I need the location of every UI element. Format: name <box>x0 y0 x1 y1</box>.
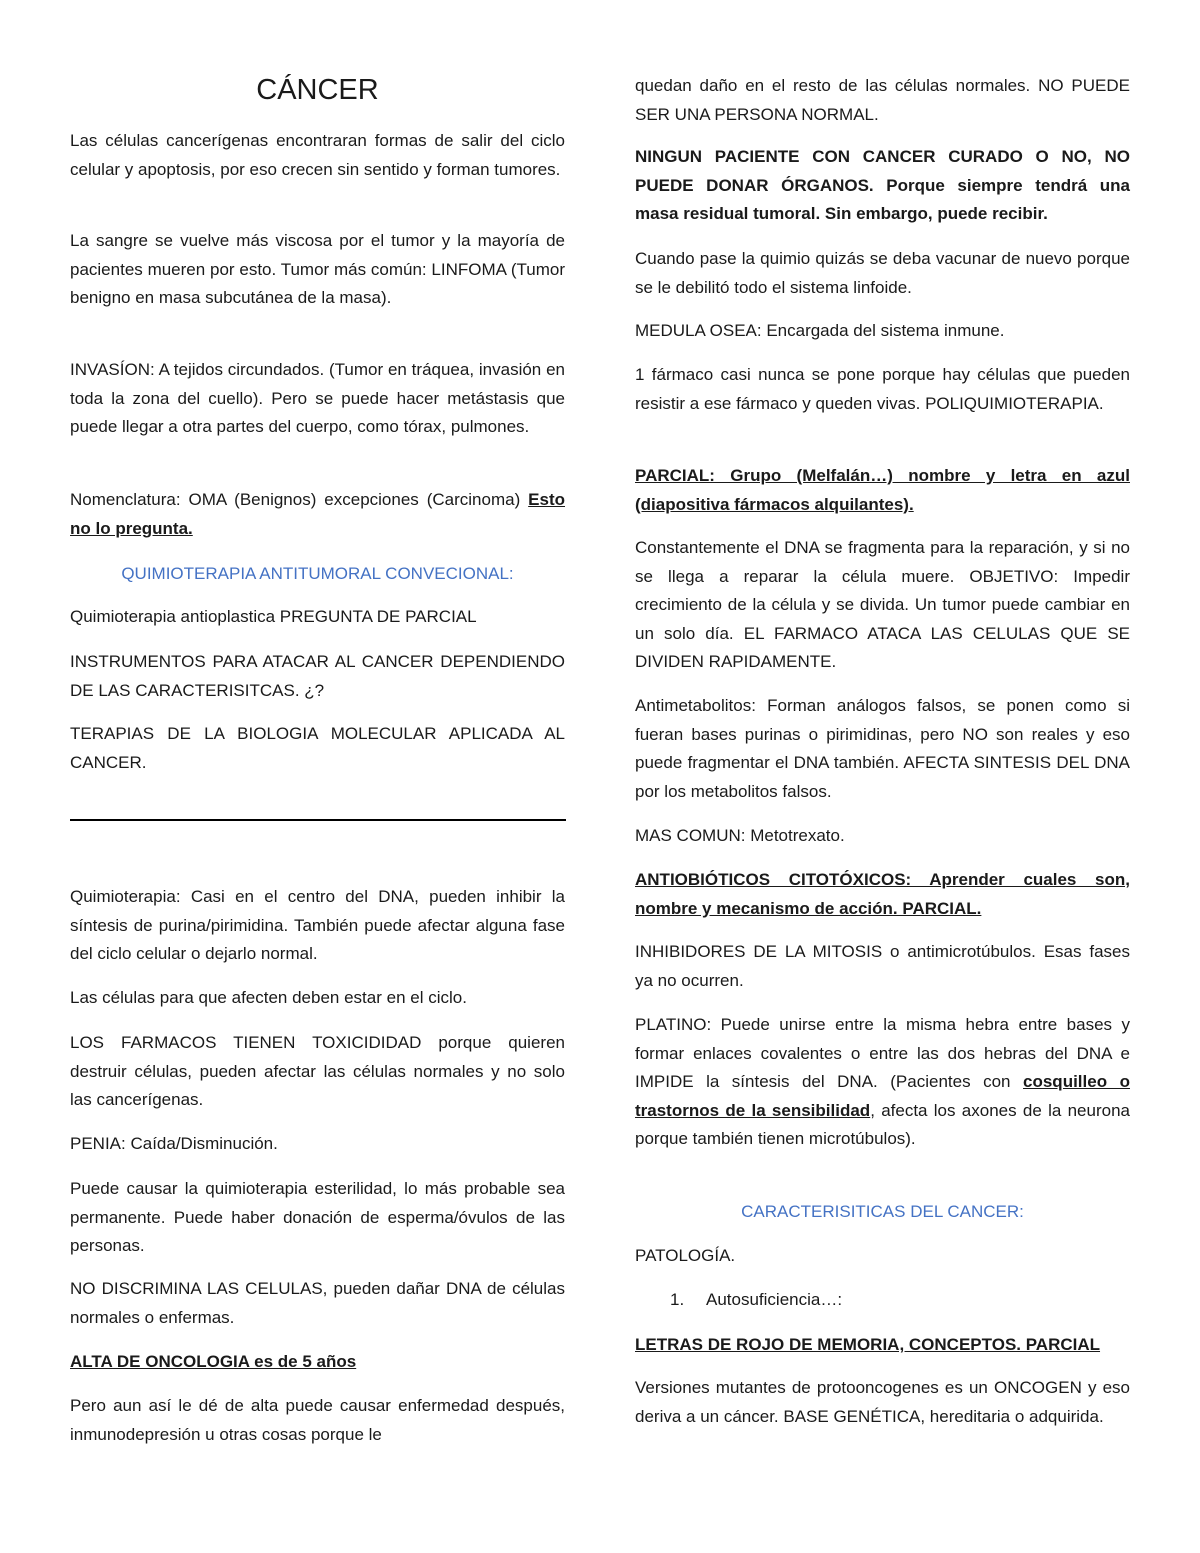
paragraph-chemo-dna: Quimioterapia: Casi en el centro del DNA, pueden inhibir la síntesis de purina/pirimidina. También puede afectar alguna fase del ciclo celular o dejarlo normal. <box>70 887 565 964</box>
paragraph-cells: Las células cancerígenas encontraran formas de salir del ciclo celular y apoptosis, por eso crecen sin sentido y forman tumores. <box>70 131 565 179</box>
platinum-text: PLATINO: Puede unirse entre la misma hebra entre bases y formar enlaces covalentes o entre las dos hebras del DNA e IMPIDE la síntesis del DNA. (Pacientes con <box>635 1015 1130 1092</box>
paragraph-bone-marrow: MEDULA OSEA: Encargada del sistema inmune. <box>635 321 1005 340</box>
paragraph-therapies: TERAPIAS DE LA BIOLOGIA MOLECULAR APLICADA AL CANCER. <box>70 724 565 772</box>
paragraph-oncogenes: Versiones mutantes de protooncogenes es un ONCOGEN y eso deriva a un cáncer. BASE GENÉTICA, hereditaria o adquirida. <box>635 1378 1130 1426</box>
paragraph-oncology-discharge: ALTA DE ONCOLOGIA es de 5 años <box>70 1352 357 1371</box>
heading-chemotherapy: QUIMIOTERAPIA ANTITUMORAL CONVECIONAL: <box>121 564 514 583</box>
paragraph-penia: PENIA: Caída/Disminución. <box>70 1134 278 1153</box>
paragraph-cell-cycle: Las células para que afecten deben estar en el ciclo. <box>70 988 467 1007</box>
paragraph-cytotoxic-antibiotics: ANTIOBIÓTICOS CITOTÓXICOS: Aprender cuales son, nombre y mecanismo de acción. PARCIAL. <box>635 870 1130 918</box>
paragraph-toxicity: LOS FARMACOS TIENEN TOXICIDIDAD porque quieren destruir células, pueden afectar las células normales y no solo las cancerígenas. <box>70 1033 565 1110</box>
paragraph-antioplastica: Quimioterapia antioplastica PREGUNTA DE PARCIAL <box>70 607 477 626</box>
paragraph-instruments: INSTRUMENTOS PARA ATACAR AL CANCER DEPENDIENDO DE LAS CARACTERISITCAS. ¿? <box>70 652 565 700</box>
paragraph-normal-cells: quedan daño en el resto de las células normales. NO PUEDE SER UNA PERSONA NORMAL. <box>635 76 1130 124</box>
horizontal-divider <box>70 819 566 821</box>
paragraph-mitosis-inhibitors: INHIBIDORES DE LA MITOSIS o antimicrotúbulos. Esas fases ya no ocurren. <box>635 942 1130 990</box>
paragraph-invasion: INVASÍON: A tejidos circundados. (Tumor en tráquea, invasión en toda la zona del cuello). Pero se puede hacer metástasis que puede llegar a otra partes del cuerpo, como tórax, pulmones. <box>70 360 565 437</box>
paragraph-nomenclature <box>70 486 565 543</box>
paragraph-sterility: Puede causar la quimioterapia esterilidad, lo más probable sea permanente. Puede haber donación de esperma/óvulos de las personas. <box>70 1179 565 1256</box>
paragraph-polychemotherapy: 1 fármaco casi nunca se pone porque hay células que pueden resistir a ese fármaco y queden vivas. POLIQUIMIOTERAPIA. <box>635 365 1130 413</box>
platinum-emphasis: cosquilleo o trastornos de la sensibilidad <box>635 1072 1130 1120</box>
paragraph-vaccination: Cuando pase la quimio quizás se deba vacunar de nuevo porque se le debilitó todo el sistema linfoide. <box>635 249 1130 297</box>
paragraph-antimetabolites: Antimetabolitos: Forman análogos falsos, se ponen como si fueran bases purinas o pirimidinas, pero NO son reales y eso puede fragmentar el DNA también. AFECTA SINTESIS DEL DNA por los metabolitos falsos. <box>635 696 1130 801</box>
paragraph-no-discrimination: NO DISCRIMINA LAS CELULAS, pueden dañar DNA de células normales o enfermas. <box>70 1279 565 1327</box>
list-item-number: 1. <box>670 1290 685 1309</box>
paragraph-pathology: PATOLOGÍA. <box>635 1246 736 1265</box>
heading-cancer-characteristics: CARACTERISITICAS DEL CANCER: <box>741 1202 1024 1221</box>
page-title: CÁNCER <box>256 74 379 106</box>
paragraph-organ-donation: NINGUN PACIENTE CON CANCER CURADO O NO, NO PUEDE DONAR ÓRGANOS. Porque siempre tendrá una masa residual tumoral. Sin embargo, puede recibir. <box>635 147 1130 224</box>
platinum-text-end: , afecta los axones de la neurona porque también tienen microtúbulos). <box>635 1100 1130 1149</box>
nomenclature-text: Nomenclatura: OMA (Benignos) excepciones (Carcinoma) <box>70 490 529 509</box>
nomenclature-note: Esto no lo pregunta. <box>70 490 565 538</box>
paragraph-dna-fragment: Constantemente el DNA se fragmenta para la reparación, y si no se llega a reparar la célula muere. OBJETIVO: Impedir crecimiento de la célula y se divida. Un tumor puede cambiar en un solo día. EL FARMACO ATACA LAS CELULAS QUE SE DIVIDEN RAPIDAMENTE. <box>635 538 1130 672</box>
paragraph-after-discharge: Pero aun así le dé de alta puede causar enfermedad después, inmunodepresión u otras cosas porque le <box>70 1396 565 1444</box>
paragraph-partial-group: PARCIAL: Grupo (Melfalán…) nombre y letra en azul (diapositiva fármacos alquilantes). <box>635 466 1130 514</box>
paragraph-blood: La sangre se vuelve más viscosa por el tumor y la mayoría de pacientes mueren por esto. Tumor más común: LINFOMA (Tumor benigno en masa subcutánea de la masa). <box>70 231 565 308</box>
paragraph-most-common: MAS COMUN: Metotrexato. <box>635 826 845 845</box>
paragraph-red-letters: LETRAS DE ROJO DE MEMORIA, CONCEPTOS. PARCIAL <box>635 1335 1101 1354</box>
list-item-self-sufficiency: Autosuficiencia…: <box>706 1290 843 1309</box>
paragraph-platinum <box>635 1011 1130 1154</box>
